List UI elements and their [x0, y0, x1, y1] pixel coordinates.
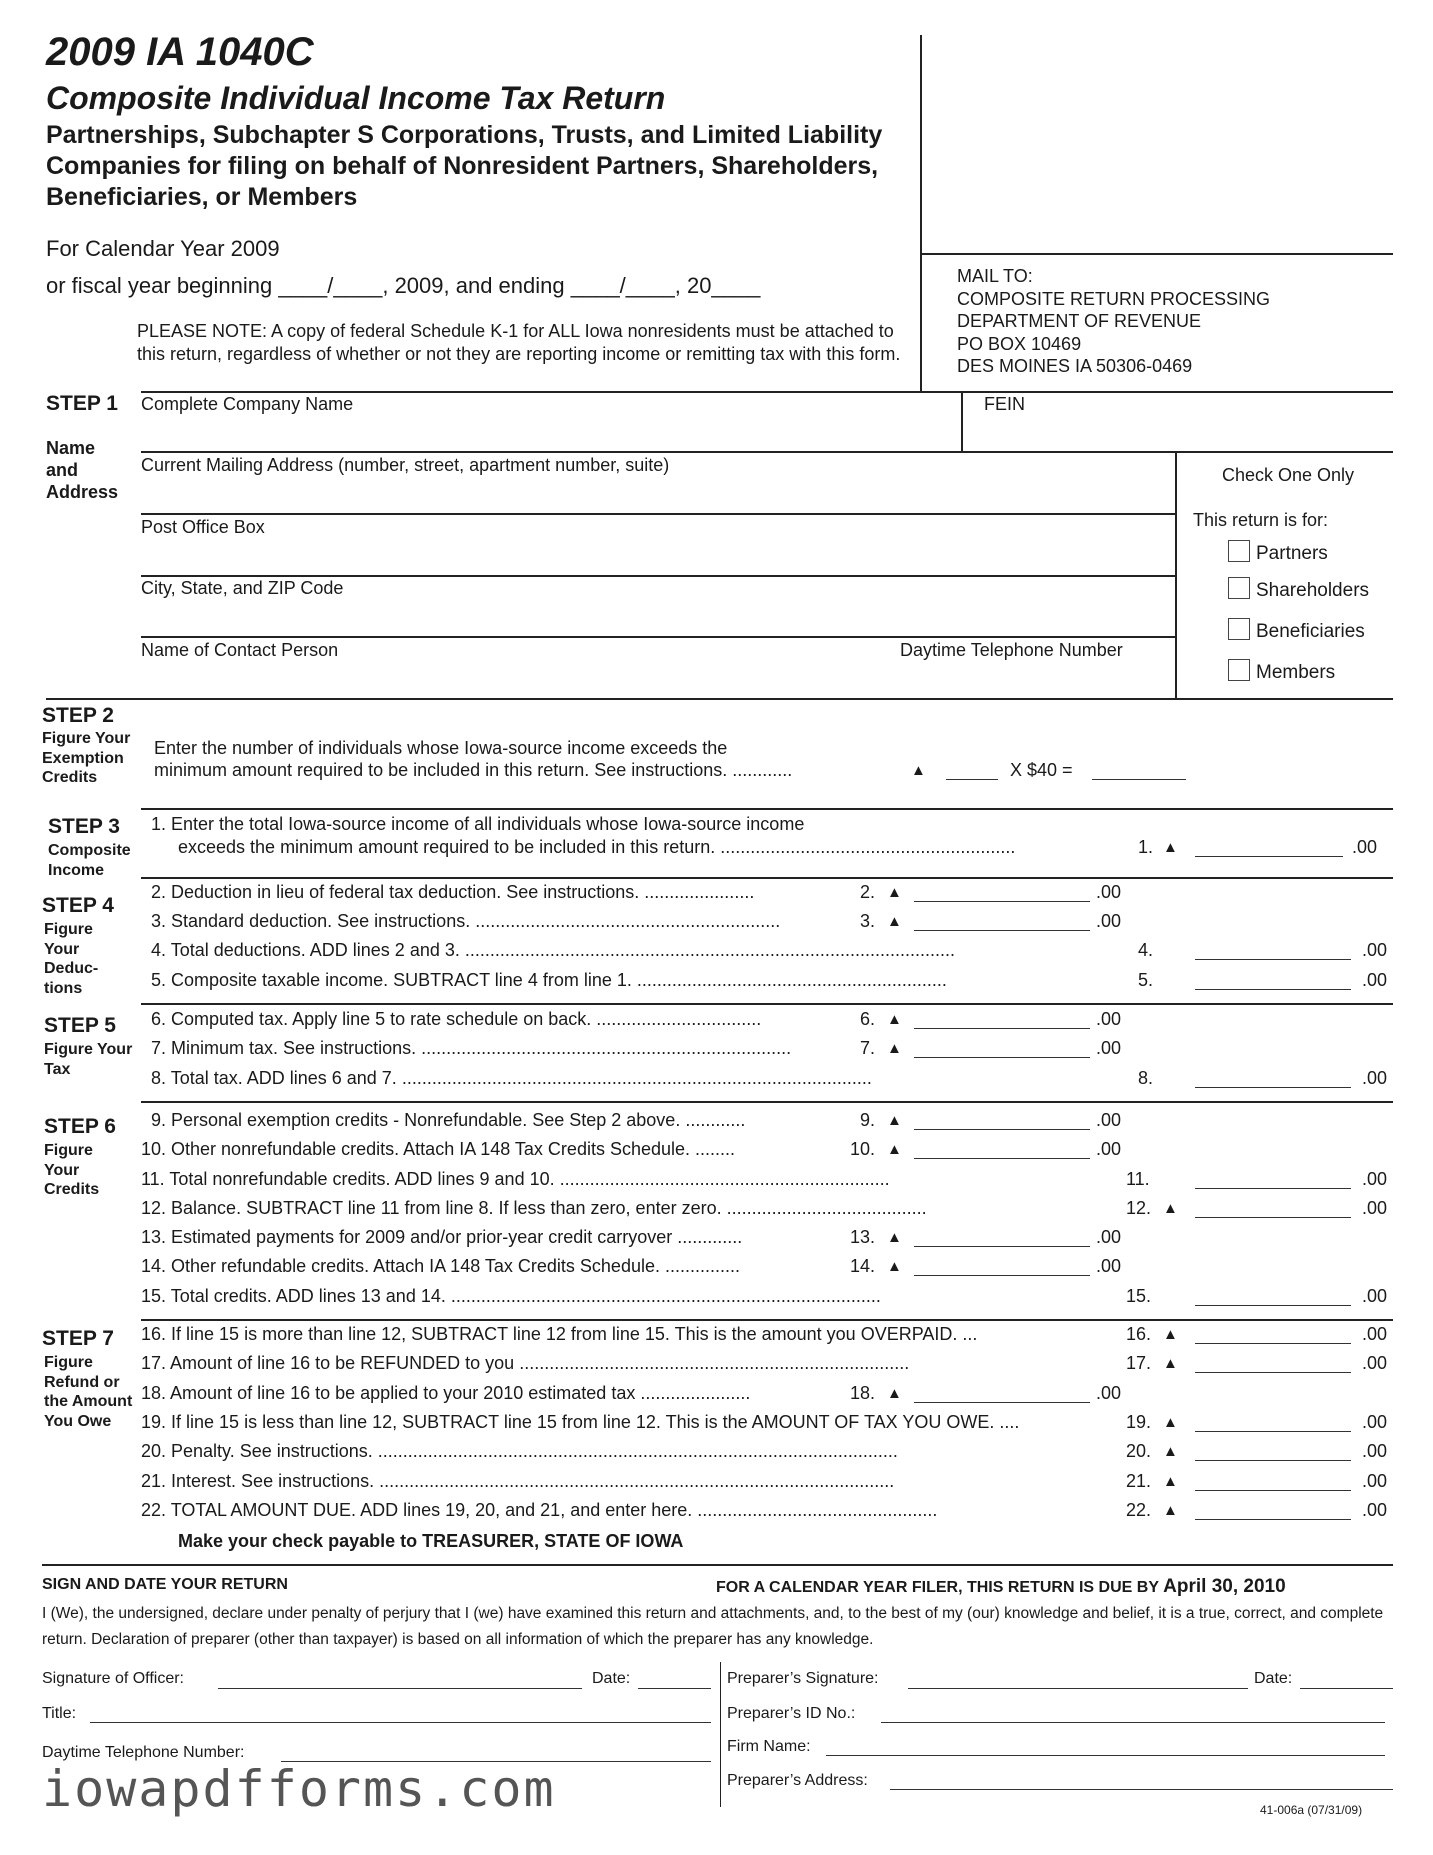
title-label: Title:: [42, 1705, 77, 1722]
cents-label: .00: [1362, 1286, 1388, 1306]
line1-text-b: exceeds the minimum amount required to be included in this return. ...........................................................: [178, 837, 1016, 857]
k1-note: PLEASE NOTE: A copy of federal Schedule K-1 for ALL Iowa nonresidents must be attached to this return, regardless of whether or not they are reporting income or remitting tax with this form.: [137, 321, 901, 364]
city-state-zip-field[interactable]: City, State, and ZIP Code: [141, 578, 344, 598]
fein-field[interactable]: FEIN: [984, 394, 1026, 414]
line-17-number: 17.: [1126, 1353, 1152, 1373]
triangle-icon: ▲: [1163, 1502, 1178, 1519]
line-21-amount[interactable]: [1195, 1490, 1351, 1491]
line-2-text: 2. Deduction in lieu of federal tax deduction. See instructions. ......................: [151, 882, 755, 902]
step6-subheading: Figure Your Credits: [44, 1142, 100, 1198]
triangle-icon: ▲: [1163, 839, 1178, 856]
step4-heading: STEP 4: [42, 894, 114, 917]
step2-line-a: Enter the number of individuals whose Iowa-source income exceeds the: [154, 738, 728, 758]
line1-text-a: 1. Enter the total Iowa-source income of all individuals whose Iowa-source income: [151, 814, 805, 834]
step1-heading: STEP 1: [46, 392, 118, 415]
cents-label: .00: [1362, 1169, 1388, 1189]
daytime-phone-field[interactable]: Daytime Telephone Number: [900, 640, 1123, 660]
triangle-icon: ▲: [887, 1040, 902, 1057]
line-2-amount[interactable]: [914, 901, 1090, 902]
step1-subheading: Name and Address: [46, 438, 119, 502]
line-6-text: 6. Computed tax. Apply line 5 to rate schedule on back. .................................: [151, 1009, 762, 1029]
step3-subheading: Composite Income: [48, 842, 131, 879]
line-16-amount[interactable]: [1195, 1343, 1351, 1344]
triangle-icon: ▲: [911, 762, 926, 779]
line-20-number: 20.: [1126, 1441, 1152, 1461]
check-payable-note: Make your check payable to TREASURER, STATE OF IOWA: [178, 1531, 684, 1551]
triangle-icon: ▲: [1163, 1200, 1178, 1217]
form-code: 41-006a (07/31/09): [1260, 1803, 1363, 1817]
line-12-number: 12.: [1126, 1198, 1152, 1218]
triangle-icon: ▲: [1163, 1473, 1178, 1490]
line-12-amount[interactable]: [1195, 1217, 1351, 1218]
line-14-number: 14.: [850, 1256, 876, 1276]
line-4-number: 4.: [1138, 940, 1154, 960]
line-15-text: 15. Total credits. ADD lines 13 and 14. ......................................................................................: [141, 1286, 881, 1306]
preparer-address-label: Preparer’s Address:: [727, 1772, 868, 1789]
line-21-text: 21. Interest. See instructions. .......................................................................................................: [141, 1471, 895, 1491]
step2-line-b: minimum amount required to be included in this return. See instructions. ............: [154, 760, 793, 780]
step7-subheading: Figure Refund or the Amount You Owe: [44, 1354, 133, 1430]
form-title: 2009 IA 1040C: [46, 30, 314, 74]
triangle-icon: ▲: [887, 1141, 902, 1158]
firm-name-field[interactable]: [826, 1755, 1385, 1756]
return-for-label: This return is for:: [1193, 510, 1329, 530]
triangle-icon: ▲: [887, 1258, 902, 1275]
members-checkbox[interactable]: [1228, 659, 1250, 681]
beneficiaries-label: Beneficiaries: [1256, 621, 1365, 642]
line-8-amount[interactable]: [1195, 1087, 1351, 1088]
line-9-amount[interactable]: [914, 1129, 1090, 1130]
cents-label: .00: [1362, 1500, 1388, 1520]
step4-subheading: Figure Your Deduc- tions: [44, 921, 99, 997]
company-name-field[interactable]: Complete Company Name: [141, 394, 354, 414]
step5-subheading: Figure Your Tax: [44, 1041, 133, 1078]
line-4-text: 4. Total deductions. ADD lines 2 and 3. ..................................................................................................: [151, 940, 955, 960]
cents-label: .00: [1362, 970, 1388, 990]
cents-label: .00: [1362, 940, 1388, 960]
step7-heading: STEP 7: [42, 1327, 114, 1350]
line-17-amount[interactable]: [1195, 1372, 1351, 1373]
declaration-text: I (We), the undersigned, declare under penalty of perjury that I (we) have examined this return and attachments, and, to the best of my (our) knowledge and belief, it is a true, correct, and complete return. Declaration of preparer (other than taxpayer) is based on all information of which the preparer has any knowledge.: [42, 1605, 1384, 1648]
cents-label: .00: [1096, 1256, 1122, 1276]
partners-checkbox[interactable]: [1228, 540, 1250, 562]
line-21-number: 21.: [1126, 1471, 1152, 1491]
triangle-icon: ▲: [1163, 1326, 1178, 1343]
exemption-count-field[interactable]: [946, 779, 998, 780]
triangle-icon: ▲: [1163, 1414, 1178, 1431]
firm-name-label: Firm Name:: [727, 1738, 811, 1755]
contact-person-field[interactable]: Name of Contact Person: [141, 640, 339, 660]
form-subtitle: Composite Individual Income Tax Return: [46, 80, 666, 116]
line-9-text: 9. Personal exemption credits - Nonrefundable. See Step 2 above. ............: [151, 1110, 746, 1130]
cents-label: .00: [1096, 1139, 1122, 1159]
line-5-number: 5.: [1138, 970, 1154, 990]
line-7-amount[interactable]: [914, 1057, 1090, 1058]
line-17-text: 17. Amount of line 16 to be REFUNDED to you ..............................................................................: [141, 1353, 910, 1373]
line-11-amount[interactable]: [1195, 1188, 1351, 1189]
officer-phone-label: Daytime Telephone Number:: [42, 1744, 245, 1761]
step5-heading: STEP 5: [44, 1014, 116, 1037]
shareholders-checkbox[interactable]: [1228, 577, 1250, 599]
calendar-year: For Calendar Year 2009: [46, 236, 280, 261]
cents-label: .00: [1096, 1227, 1122, 1247]
triangle-icon: ▲: [887, 1112, 902, 1129]
watermark-text: iowapdfforms.com: [42, 1760, 556, 1818]
line-6-amount[interactable]: [914, 1028, 1090, 1029]
beneficiaries-checkbox[interactable]: [1228, 618, 1250, 640]
members-label: Members: [1256, 662, 1336, 683]
line-11-text: 11. Total nonrefundable credits. ADD lines 9 and 10. ..................................................................: [141, 1169, 890, 1189]
line-7-number: 7.: [860, 1038, 876, 1058]
form-subtitle-entities: Partnerships, Subchapter S Corporations, Trusts, and Limited Liability Companies for filing on behalf of Nonresident Partners, Shareholders, Beneficiaries, or Members: [46, 121, 883, 211]
line-3-amount[interactable]: [914, 930, 1090, 931]
step2-heading: STEP 2: [42, 704, 114, 727]
preparer-id-label: Preparer’s ID No.:: [727, 1705, 856, 1722]
cents-label: .00: [1362, 1353, 1388, 1373]
officer-date-label: Date:: [592, 1670, 631, 1687]
line-16-number: 16.: [1126, 1324, 1152, 1344]
line-12-text: 12. Balance. SUBTRACT line 11 from line 8. If less than zero, enter zero. ........................................: [141, 1198, 927, 1218]
line-10-text: 10. Other nonrefundable credits. Attach IA 148 Tax Credits Schedule. ........: [141, 1139, 736, 1159]
line-22-number: 22.: [1126, 1500, 1152, 1520]
line-22-text: 22. TOTAL AMOUNT DUE. ADD lines 19, 20, and 21, and enter here. ................................................: [141, 1500, 938, 1520]
line-2-number: 2.: [860, 882, 876, 902]
triangle-icon: ▲: [1163, 1355, 1178, 1372]
times-40-label: X $40 =: [1010, 760, 1073, 780]
preparer-id-field[interactable]: [881, 1722, 1385, 1723]
shareholders-label: Shareholders: [1256, 580, 1370, 601]
partners-label: Partners: [1256, 543, 1328, 564]
preparer-address-field[interactable]: [890, 1789, 1393, 1790]
sign-heading: SIGN AND DATE YOUR RETURN: [42, 1576, 288, 1593]
preparer-date-label: Date:: [1254, 1670, 1293, 1687]
preparer-signature-field[interactable]: [908, 1688, 1248, 1689]
exemption-total-field[interactable]: [1092, 779, 1186, 780]
po-box-field[interactable]: Post Office Box: [141, 517, 265, 537]
cents-label: .00: [1096, 1038, 1122, 1058]
line-18-number: 18.: [850, 1383, 876, 1403]
triangle-icon: ▲: [887, 913, 902, 930]
line-19-text: 19. If line 15 is less than line 12, SUBTRACT line 15 from line 12. This is the AMOUNT OF TAX YOU OWE. ....: [141, 1412, 1020, 1432]
line-9-number: 9.: [860, 1110, 876, 1130]
line-14-amount[interactable]: [914, 1275, 1090, 1276]
title-field[interactable]: [90, 1722, 711, 1723]
line-11-number: 11.: [1126, 1169, 1150, 1189]
triangle-icon: ▲: [887, 1011, 902, 1028]
cents-label: .00: [1362, 1198, 1388, 1218]
line-14-text: 14. Other refundable credits. Attach IA 148 Tax Credits Schedule. ...............: [141, 1256, 740, 1276]
line-6-number: 6.: [860, 1009, 876, 1029]
line-8-text: 8. Total tax. ADD lines 6 and 7. ..............................................................................................: [151, 1068, 872, 1088]
mailing-address-field[interactable]: Current Mailing Address (number, street, apartment number, suite): [141, 455, 670, 475]
line-7-text: 7. Minimum tax. See instructions. ..........................................................................: [151, 1038, 792, 1058]
line-20-text: 20. Penalty. See instructions. ........................................................................................................: [141, 1441, 898, 1461]
cents-label: .00: [1096, 911, 1122, 931]
line-5-amount[interactable]: [1195, 989, 1351, 990]
step3-heading: STEP 3: [48, 815, 120, 838]
line-8-number: 8.: [1138, 1068, 1154, 1088]
triangle-icon: ▲: [887, 884, 902, 901]
line-3-text: 3. Standard deduction. See instructions. .............................................................: [151, 911, 781, 931]
triangle-icon: ▲: [887, 1385, 902, 1402]
line-20-amount[interactable]: [1195, 1460, 1351, 1461]
cents-label: .00: [1362, 1441, 1388, 1461]
cents-label: .00: [1096, 882, 1122, 902]
triangle-icon: ▲: [1163, 1443, 1178, 1460]
officer-signature-label: Signature of Officer:: [42, 1670, 184, 1687]
officer-date-field[interactable]: [638, 1688, 711, 1689]
line-22-amount[interactable]: [1195, 1519, 1351, 1520]
line-15-number: 15.: [1126, 1286, 1152, 1306]
line-19-amount[interactable]: [1195, 1431, 1351, 1432]
line1-number: 1.: [1138, 837, 1154, 857]
cents-label: .00: [1362, 1412, 1388, 1432]
step2-subheading: Figure Your Exemption Credits: [42, 730, 131, 786]
step6-heading: STEP 6: [44, 1115, 116, 1138]
line-19-number: 19.: [1126, 1412, 1152, 1432]
check-one-label: Check One Only: [1222, 465, 1355, 485]
line-3-number: 3.: [860, 911, 876, 931]
line-13-text: 13. Estimated payments for 2009 and/or prior-year credit carryover .............: [141, 1227, 743, 1247]
line-15-amount[interactable]: [1195, 1305, 1351, 1306]
line-5-text: 5. Composite taxable income. SUBTRACT line 4 from line 1. ..............................................................: [151, 970, 947, 990]
line1-amount[interactable]: [1195, 856, 1343, 857]
line-10-number: 10.: [850, 1139, 876, 1159]
line-18-amount[interactable]: [914, 1402, 1090, 1403]
line-16-text: 16. If line 15 is more than line 12, SUBTRACT line 12 from line 15. This is the amount you OVERPAID. ...: [141, 1324, 978, 1344]
fiscal-year-field[interactable]: or fiscal year beginning ____/____, 2009, and ending ____/____, 20____: [46, 273, 761, 298]
line-13-number: 13.: [850, 1227, 876, 1247]
officer-signature-field[interactable]: [218, 1688, 582, 1689]
line-10-amount[interactable]: [914, 1158, 1090, 1159]
line-13-amount[interactable]: [914, 1246, 1090, 1247]
due-date-note: FOR A CALENDAR YEAR FILER, THIS RETURN IS DUE BY April 30, 2010: [716, 1576, 1286, 1597]
preparer-date-field[interactable]: [1300, 1688, 1393, 1689]
cents-label: .00: [1096, 1110, 1122, 1130]
cents-label: .00: [1352, 837, 1378, 857]
triangle-icon: ▲: [887, 1229, 902, 1246]
cents-label: .00: [1362, 1068, 1388, 1088]
cents-label: .00: [1362, 1471, 1388, 1491]
cents-label: .00: [1362, 1324, 1388, 1344]
cents-label: .00: [1096, 1383, 1122, 1403]
line-4-amount[interactable]: [1195, 959, 1351, 960]
line-18-text: 18. Amount of line 16 to be applied to your 2010 estimated tax ......................: [141, 1383, 751, 1403]
cents-label: .00: [1096, 1009, 1122, 1029]
mail-to-block: MAIL TO: COMPOSITE RETURN PROCESSING DEPARTMENT OF REVENUE PO BOX 10469 DES MOINES IA 50306-0469: [957, 266, 1271, 376]
preparer-signature-label: Preparer’s Signature:: [727, 1670, 879, 1687]
